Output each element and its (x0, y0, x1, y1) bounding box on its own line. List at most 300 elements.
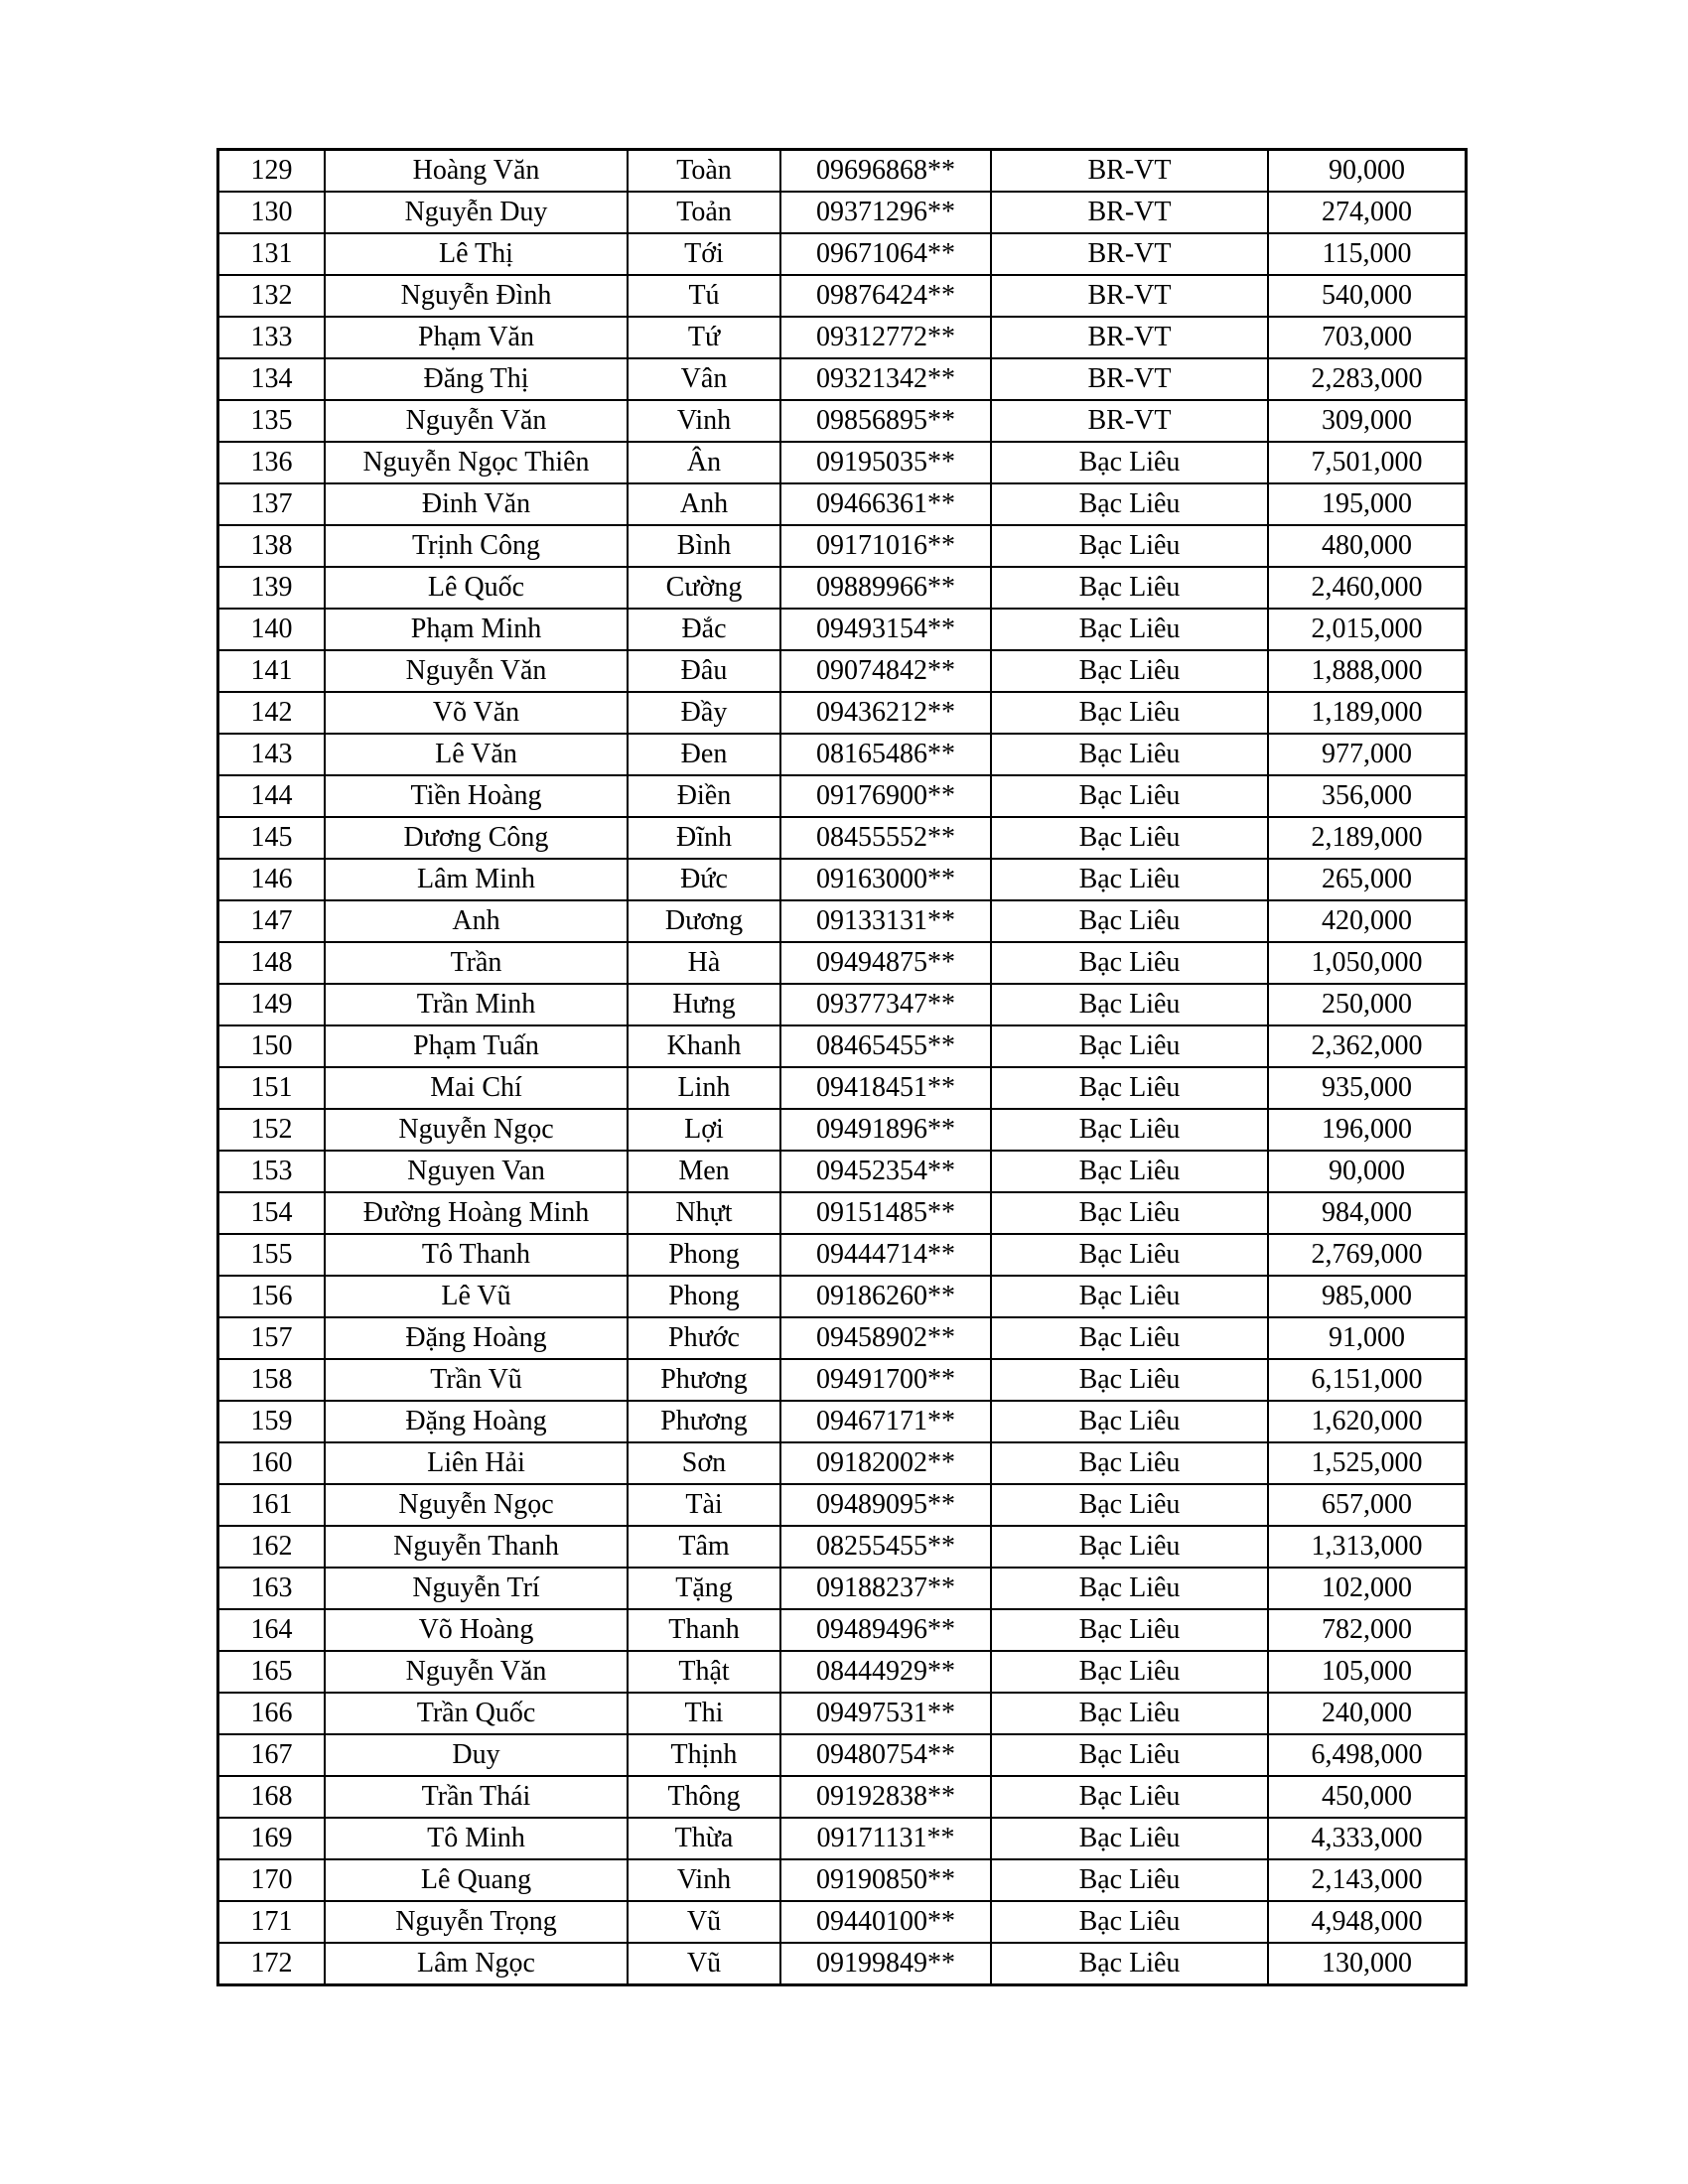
cell-amount: 356,000 (1268, 775, 1467, 817)
cell-last-middle-name: Nguyễn Trọng (325, 1901, 628, 1943)
cell-last-middle-name: Liên Hải (325, 1442, 628, 1484)
cell-phone: 09440100** (780, 1901, 991, 1943)
cell-first-name: Vũ (628, 1943, 780, 1985)
cell-last-middle-name: Trần Vũ (325, 1359, 628, 1401)
cell-amount: 6,498,000 (1268, 1734, 1467, 1776)
table-row (218, 817, 1467, 859)
table-row (218, 1651, 1467, 1693)
table-row (218, 1943, 1467, 1985)
cell-phone: 09856895** (780, 400, 991, 442)
cell-first-name: Sơn (628, 1442, 780, 1484)
cell-phone: 09489095** (780, 1484, 991, 1526)
cell-last-middle-name: Lê Văn (325, 734, 628, 775)
cell-province: BR-VT (991, 233, 1268, 275)
cell-phone: 09312772** (780, 317, 991, 358)
cell-last-middle-name: Phạm Văn (325, 317, 628, 358)
cell-phone: 09186260** (780, 1276, 991, 1317)
cell-last-middle-name: Trần Quốc (325, 1693, 628, 1734)
table-row (218, 650, 1467, 692)
cell-index: 152 (218, 1109, 326, 1151)
cell-province: Bạc Liêu (991, 1526, 1268, 1568)
cell-last-middle-name: Duy (325, 1734, 628, 1776)
cell-amount: 2,143,000 (1268, 1859, 1467, 1901)
cell-first-name: Anh (628, 483, 780, 525)
cell-first-name: Toản (628, 192, 780, 233)
cell-phone: 09489496** (780, 1609, 991, 1651)
cell-last-middle-name: Trịnh Công (325, 525, 628, 567)
cell-last-middle-name: Trần Minh (325, 984, 628, 1025)
cell-amount: 657,000 (1268, 1484, 1467, 1526)
cell-index: 150 (218, 1025, 326, 1067)
cell-amount: 7,501,000 (1268, 442, 1467, 483)
cell-amount: 703,000 (1268, 317, 1467, 358)
cell-index: 153 (218, 1151, 326, 1192)
cell-last-middle-name: Đặng Hoàng (325, 1401, 628, 1442)
cell-phone: 09696868** (780, 150, 991, 193)
cell-amount: 1,888,000 (1268, 650, 1467, 692)
cell-phone: 09418451** (780, 1067, 991, 1109)
table-row (218, 1609, 1467, 1651)
cell-last-middle-name: Lâm Ngọc (325, 1943, 628, 1985)
cell-province: Bạc Liêu (991, 1151, 1268, 1192)
table-row (218, 1818, 1467, 1859)
cell-first-name: Bình (628, 525, 780, 567)
cell-phone: 09192838** (780, 1776, 991, 1818)
cell-province: Bạc Liêu (991, 1818, 1268, 1859)
table-row (218, 358, 1467, 400)
cell-index: 169 (218, 1818, 326, 1859)
table-row (218, 859, 1467, 900)
table-row (218, 984, 1467, 1025)
cell-index: 155 (218, 1234, 326, 1276)
cell-province: Bạc Liêu (991, 650, 1268, 692)
cell-phone: 09151485** (780, 1192, 991, 1234)
cell-phone: 09491896** (780, 1109, 991, 1151)
cell-first-name: Đâu (628, 650, 780, 692)
cell-province: Bạc Liêu (991, 984, 1268, 1025)
cell-first-name: Vinh (628, 1859, 780, 1901)
cell-last-middle-name: Nguyen Van (325, 1151, 628, 1192)
cell-amount: 935,000 (1268, 1067, 1467, 1109)
cell-index: 130 (218, 192, 326, 233)
cell-province: BR-VT (991, 275, 1268, 317)
table-row (218, 1859, 1467, 1901)
table-row (218, 942, 1467, 984)
cell-province: Bạc Liêu (991, 525, 1268, 567)
cell-province: Bạc Liêu (991, 1067, 1268, 1109)
table-row (218, 1484, 1467, 1526)
cell-amount: 1,189,000 (1268, 692, 1467, 734)
cell-first-name: Men (628, 1151, 780, 1192)
cell-province: Bạc Liêu (991, 775, 1268, 817)
cell-first-name: Cường (628, 567, 780, 609)
cell-last-middle-name: Tô Thanh (325, 1234, 628, 1276)
cell-amount: 1,313,000 (1268, 1526, 1467, 1568)
cell-last-middle-name: Hoàng Văn (325, 150, 628, 193)
cell-index: 148 (218, 942, 326, 984)
cell-first-name: Thật (628, 1651, 780, 1693)
cell-first-name: Tài (628, 1484, 780, 1526)
cell-amount: 2,769,000 (1268, 1234, 1467, 1276)
cell-phone: 09371296** (780, 192, 991, 233)
cell-amount: 984,000 (1268, 1192, 1467, 1234)
cell-phone: 09491700** (780, 1359, 991, 1401)
cell-last-middle-name: Lê Quốc (325, 567, 628, 609)
table-row (218, 1192, 1467, 1234)
cell-index: 141 (218, 650, 326, 692)
cell-phone: 09444714** (780, 1234, 991, 1276)
cell-last-middle-name: Nguyễn Ngọc (325, 1484, 628, 1526)
cell-index: 132 (218, 275, 326, 317)
cell-phone: 09190850** (780, 1859, 991, 1901)
cell-phone: 09133131** (780, 900, 991, 942)
cell-province: Bạc Liêu (991, 1192, 1268, 1234)
cell-index: 170 (218, 1859, 326, 1901)
table-row (218, 1067, 1467, 1109)
cell-index: 172 (218, 1943, 326, 1985)
cell-phone: 09458902** (780, 1317, 991, 1359)
cell-last-middle-name: Mai Chí (325, 1067, 628, 1109)
cell-last-middle-name: Phạm Tuấn (325, 1025, 628, 1067)
cell-index: 137 (218, 483, 326, 525)
cell-index: 142 (218, 692, 326, 734)
cell-province: BR-VT (991, 192, 1268, 233)
cell-amount: 2,283,000 (1268, 358, 1467, 400)
cell-province: Bạc Liêu (991, 734, 1268, 775)
data-table (216, 148, 1468, 1986)
cell-province: Bạc Liêu (991, 1276, 1268, 1317)
cell-phone: 09436212** (780, 692, 991, 734)
cell-province: Bạc Liêu (991, 1109, 1268, 1151)
cell-amount: 102,000 (1268, 1568, 1467, 1609)
cell-amount: 450,000 (1268, 1776, 1467, 1818)
cell-last-middle-name: Trần Thái (325, 1776, 628, 1818)
cell-index: 158 (218, 1359, 326, 1401)
cell-first-name: Tới (628, 233, 780, 275)
cell-phone: 08455552** (780, 817, 991, 859)
cell-last-middle-name: Phạm Minh (325, 609, 628, 650)
cell-first-name: Đen (628, 734, 780, 775)
table-row (218, 1317, 1467, 1359)
table-row (218, 1568, 1467, 1609)
cell-amount: 91,000 (1268, 1317, 1467, 1359)
cell-index: 140 (218, 609, 326, 650)
cell-phone: 09321342** (780, 358, 991, 400)
cell-index: 167 (218, 1734, 326, 1776)
cell-amount: 782,000 (1268, 1609, 1467, 1651)
cell-province: Bạc Liêu (991, 1484, 1268, 1526)
cell-index: 131 (218, 233, 326, 275)
cell-index: 144 (218, 775, 326, 817)
cell-last-middle-name: Nguyễn Thanh (325, 1526, 628, 1568)
cell-first-name: Tú (628, 275, 780, 317)
cell-index: 154 (218, 1192, 326, 1234)
cell-phone: 09480754** (780, 1734, 991, 1776)
cell-last-middle-name: Nguyễn Ngọc Thiên (325, 442, 628, 483)
cell-amount: 196,000 (1268, 1109, 1467, 1151)
cell-first-name: Phương (628, 1359, 780, 1401)
cell-last-middle-name: Nguyễn Duy (325, 192, 628, 233)
cell-index: 159 (218, 1401, 326, 1442)
cell-province: Bạc Liêu (991, 692, 1268, 734)
cell-index: 146 (218, 859, 326, 900)
cell-index: 163 (218, 1568, 326, 1609)
cell-province: Bạc Liêu (991, 609, 1268, 650)
cell-province: Bạc Liêu (991, 1359, 1268, 1401)
cell-amount: 540,000 (1268, 275, 1467, 317)
cell-first-name: Vân (628, 358, 780, 400)
cell-amount: 1,050,000 (1268, 942, 1467, 984)
cell-amount: 90,000 (1268, 1151, 1467, 1192)
cell-phone: 08444929** (780, 1651, 991, 1693)
cell-last-middle-name: Lê Vũ (325, 1276, 628, 1317)
cell-phone: 09889966** (780, 567, 991, 609)
cell-phone: 09377347** (780, 984, 991, 1025)
cell-province: Bạc Liêu (991, 900, 1268, 942)
cell-first-name: Thừa (628, 1818, 780, 1859)
cell-province: Bạc Liêu (991, 1609, 1268, 1651)
table-row (218, 1151, 1467, 1192)
cell-phone: 09452354** (780, 1151, 991, 1192)
cell-first-name: Toàn (628, 150, 780, 193)
cell-amount: 2,189,000 (1268, 817, 1467, 859)
cell-amount: 130,000 (1268, 1943, 1467, 1985)
cell-amount: 4,948,000 (1268, 1901, 1467, 1943)
cell-first-name: Thông (628, 1776, 780, 1818)
cell-province: Bạc Liêu (991, 1025, 1268, 1067)
cell-amount: 985,000 (1268, 1276, 1467, 1317)
cell-index: 139 (218, 567, 326, 609)
cell-index: 171 (218, 1901, 326, 1943)
cell-first-name: Đức (628, 859, 780, 900)
cell-province: Bạc Liêu (991, 1901, 1268, 1943)
cell-province: Bạc Liêu (991, 817, 1268, 859)
cell-first-name: Phương (628, 1401, 780, 1442)
cell-province: BR-VT (991, 150, 1268, 193)
cell-first-name: Tứ (628, 317, 780, 358)
cell-amount: 115,000 (1268, 233, 1467, 275)
table-row (218, 1901, 1467, 1943)
cell-province: Bạc Liêu (991, 1442, 1268, 1484)
cell-last-middle-name: Đăng Thị (325, 358, 628, 400)
table-row (218, 1776, 1467, 1818)
cell-first-name: Ân (628, 442, 780, 483)
table-row (218, 1693, 1467, 1734)
table-row (218, 150, 1467, 193)
cell-phone: 09494875** (780, 942, 991, 984)
cell-index: 151 (218, 1067, 326, 1109)
cell-province: Bạc Liêu (991, 567, 1268, 609)
cell-last-middle-name: Nguyễn Đình (325, 275, 628, 317)
cell-last-middle-name: Võ Văn (325, 692, 628, 734)
cell-first-name: Khanh (628, 1025, 780, 1067)
cell-index: 145 (218, 817, 326, 859)
table-row (218, 567, 1467, 609)
cell-amount: 977,000 (1268, 734, 1467, 775)
cell-province: Bạc Liêu (991, 1317, 1268, 1359)
cell-first-name: Hưng (628, 984, 780, 1025)
cell-amount: 420,000 (1268, 900, 1467, 942)
cell-index: 136 (218, 442, 326, 483)
cell-first-name: Đầy (628, 692, 780, 734)
cell-last-middle-name: Lê Quang (325, 1859, 628, 1901)
cell-amount: 1,620,000 (1268, 1401, 1467, 1442)
cell-phone: 09466361** (780, 483, 991, 525)
cell-first-name: Vũ (628, 1901, 780, 1943)
table-row (218, 1734, 1467, 1776)
cell-amount: 90,000 (1268, 150, 1467, 193)
cell-index: 164 (218, 1609, 326, 1651)
cell-last-middle-name: Lê Thị (325, 233, 628, 275)
cell-first-name: Hà (628, 942, 780, 984)
cell-province: Bạc Liêu (991, 942, 1268, 984)
cell-phone: 09163000** (780, 859, 991, 900)
cell-index: 149 (218, 984, 326, 1025)
cell-index: 165 (218, 1651, 326, 1693)
cell-first-name: Dương (628, 900, 780, 942)
cell-phone: 08255455** (780, 1526, 991, 1568)
cell-amount: 2,362,000 (1268, 1025, 1467, 1067)
table-row (218, 483, 1467, 525)
cell-last-middle-name: Nguyễn Trí (325, 1568, 628, 1609)
cell-first-name: Đĩnh (628, 817, 780, 859)
cell-amount: 240,000 (1268, 1693, 1467, 1734)
cell-first-name: Thanh (628, 1609, 780, 1651)
cell-amount: 1,525,000 (1268, 1442, 1467, 1484)
cell-phone: 08465455** (780, 1025, 991, 1067)
cell-province: Bạc Liêu (991, 1401, 1268, 1442)
cell-index: 162 (218, 1526, 326, 1568)
cell-amount: 4,333,000 (1268, 1818, 1467, 1859)
cell-first-name: Nhựt (628, 1192, 780, 1234)
cell-amount: 2,015,000 (1268, 609, 1467, 650)
cell-phone: 09074842** (780, 650, 991, 692)
cell-last-middle-name: Đường Hoàng Minh (325, 1192, 628, 1234)
cell-index: 161 (218, 1484, 326, 1526)
table-row (218, 192, 1467, 233)
cell-first-name: Thi (628, 1693, 780, 1734)
cell-first-name: Phong (628, 1276, 780, 1317)
cell-index: 138 (218, 525, 326, 567)
cell-province: Bạc Liêu (991, 1234, 1268, 1276)
cell-index: 135 (218, 400, 326, 442)
cell-province: Bạc Liêu (991, 1568, 1268, 1609)
cell-first-name: Đắc (628, 609, 780, 650)
cell-phone: 08165486** (780, 734, 991, 775)
cell-phone: 09176900** (780, 775, 991, 817)
table-row (218, 1234, 1467, 1276)
cell-last-middle-name: Đinh Văn (325, 483, 628, 525)
cell-last-middle-name: Nguyễn Văn (325, 650, 628, 692)
cell-province: Bạc Liêu (991, 1651, 1268, 1693)
cell-amount: 105,000 (1268, 1651, 1467, 1693)
cell-index: 168 (218, 1776, 326, 1818)
table-row (218, 692, 1467, 734)
cell-first-name: Phong (628, 1234, 780, 1276)
cell-province: Bạc Liêu (991, 1734, 1268, 1776)
cell-province: Bạc Liêu (991, 859, 1268, 900)
cell-last-middle-name: Tiền Hoàng (325, 775, 628, 817)
cell-index: 166 (218, 1693, 326, 1734)
cell-amount: 2,460,000 (1268, 567, 1467, 609)
cell-last-middle-name: Võ Hoàng (325, 1609, 628, 1651)
cell-index: 129 (218, 150, 326, 193)
table-row (218, 900, 1467, 942)
table-row (218, 1526, 1467, 1568)
cell-first-name: Điền (628, 775, 780, 817)
cell-amount: 274,000 (1268, 192, 1467, 233)
cell-province: Bạc Liêu (991, 1693, 1268, 1734)
cell-province: Bạc Liêu (991, 1943, 1268, 1985)
cell-last-middle-name: Tô Minh (325, 1818, 628, 1859)
cell-phone: 09671064** (780, 233, 991, 275)
table-row (218, 1359, 1467, 1401)
cell-province: BR-VT (991, 400, 1268, 442)
cell-first-name: Tâm (628, 1526, 780, 1568)
cell-index: 156 (218, 1276, 326, 1317)
cell-index: 134 (218, 358, 326, 400)
cell-phone: 09171131** (780, 1818, 991, 1859)
cell-phone: 09188237** (780, 1568, 991, 1609)
cell-last-middle-name: Nguyễn Văn (325, 1651, 628, 1693)
cell-province: BR-VT (991, 358, 1268, 400)
cell-province: Bạc Liêu (991, 483, 1268, 525)
cell-index: 157 (218, 1317, 326, 1359)
cell-phone: 09876424** (780, 275, 991, 317)
table-row (218, 1442, 1467, 1484)
cell-first-name: Phước (628, 1317, 780, 1359)
cell-last-middle-name: Nguyễn Ngọc (325, 1109, 628, 1151)
table-row (218, 734, 1467, 775)
cell-phone: 09467171** (780, 1401, 991, 1442)
cell-index: 160 (218, 1442, 326, 1484)
table-row (218, 1401, 1467, 1442)
table-row (218, 275, 1467, 317)
table-body (218, 150, 1467, 1985)
table-row (218, 1276, 1467, 1317)
table-row (218, 1109, 1467, 1151)
cell-province: Bạc Liêu (991, 1776, 1268, 1818)
cell-phone: 09182002** (780, 1442, 991, 1484)
table-row (218, 317, 1467, 358)
cell-index: 147 (218, 900, 326, 942)
cell-first-name: Thịnh (628, 1734, 780, 1776)
cell-first-name: Linh (628, 1067, 780, 1109)
table-row (218, 609, 1467, 650)
cell-province: BR-VT (991, 317, 1268, 358)
cell-phone: 09195035** (780, 442, 991, 483)
cell-amount: 250,000 (1268, 984, 1467, 1025)
table-row (218, 525, 1467, 567)
cell-index: 143 (218, 734, 326, 775)
cell-first-name: Vinh (628, 400, 780, 442)
cell-amount: 265,000 (1268, 859, 1467, 900)
cell-phone: 09493154** (780, 609, 991, 650)
cell-last-middle-name: Nguyễn Văn (325, 400, 628, 442)
table-row (218, 1025, 1467, 1067)
cell-phone: 09199849** (780, 1943, 991, 1985)
cell-phone: 09497531** (780, 1693, 991, 1734)
cell-last-middle-name: Lâm Minh (325, 859, 628, 900)
cell-first-name: Tặng (628, 1568, 780, 1609)
cell-last-middle-name: Anh (325, 900, 628, 942)
cell-last-middle-name: Dương Công (325, 817, 628, 859)
cell-province: Bạc Liêu (991, 442, 1268, 483)
table-row (218, 775, 1467, 817)
cell-amount: 480,000 (1268, 525, 1467, 567)
cell-first-name: Lợi (628, 1109, 780, 1151)
cell-amount: 309,000 (1268, 400, 1467, 442)
